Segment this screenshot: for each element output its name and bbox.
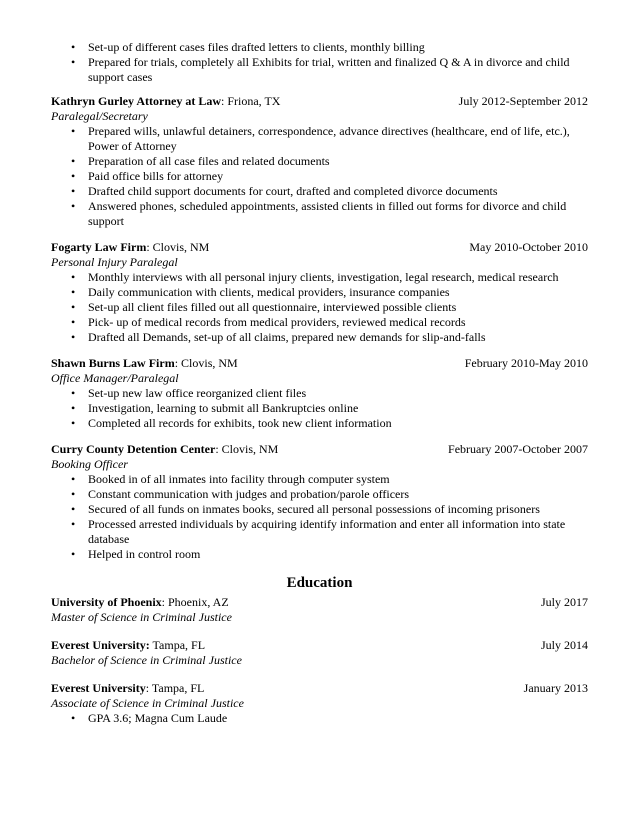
school-location: : Tampa, FL — [145, 681, 205, 695]
list-item: • Processed arrested individuals by acquiring identify information and enter all information into state database — [51, 517, 588, 547]
job-bullets — [51, 386, 588, 431]
list-item: • Preparation of all case files and related documents — [51, 154, 588, 169]
employer-name: Shawn Burns Law Firm — [51, 356, 175, 370]
employer-name: Fogarty Law Firm — [51, 240, 147, 254]
education-date: July 2017 — [540, 595, 588, 609]
education-entry — [51, 638, 588, 668]
list-item: • Pick- up of medical records from medical providers, reviewed medical records — [51, 315, 588, 330]
list-item: • Set-up all client files filled out all questionnaire, interviewed possible clients — [51, 300, 588, 315]
list-item: • Monthly interviews with all personal injury clients, investigation, legal research, medical research — [51, 270, 588, 285]
employer-name: Kathryn Gurley Attorney at Law — [51, 94, 221, 108]
education-entry — [51, 595, 588, 625]
list-item: • Constant communication with judges and probation/parole officers — [51, 487, 588, 502]
education-entry — [51, 681, 588, 726]
list-item: • Answered phones, scheduled appointments, assisted clients in filled out forms for divorce and child support — [51, 199, 588, 229]
job-dates: February 2007-October 2007 — [448, 442, 588, 456]
school-name: Everest University: — [51, 638, 150, 652]
school-name: Everest University — [51, 681, 146, 695]
degree: Master of Science in Criminal Justice — [51, 610, 232, 624]
employer-name: Curry County Detention Center — [51, 442, 216, 456]
list-item: • Drafted child support documents for court, drafted and completed divorce documents — [51, 184, 588, 199]
job-entry — [51, 442, 588, 562]
experience-section — [51, 94, 588, 562]
school-location: Tampa, FL — [149, 638, 206, 652]
degree: Bachelor of Science in Criminal Justice — [51, 653, 242, 667]
list-item: • Prepared for trials, completely all Exhibits for trial, written and finalized Q & A in divorce and child support cases — [51, 55, 588, 85]
list-item: • Drafted all Demands, set-up of all claims, prepared new demands for slip-and-falls — [51, 330, 588, 345]
list-item: • Prepared wills, unlawful detainers, correspondence, advance directives (healthcare, end of life, etc.), Power of Attorney — [51, 124, 588, 154]
job-entry — [51, 356, 588, 431]
education-bullets — [51, 711, 588, 726]
employer-location: : Clovis, NM — [146, 240, 210, 254]
job-entry — [51, 94, 588, 229]
resume-page — [51, 40, 588, 726]
list-item: • Booked in of all inmates into facility through computer system — [51, 472, 588, 487]
job-dates: July 2012-September 2012 — [458, 94, 588, 108]
list-item: • Helped in control room — [51, 547, 588, 562]
list-item: • Daily communication with clients, medical providers, insurance companies — [51, 285, 588, 300]
list-item: • Investigation, learning to submit all Bankruptcies online — [51, 401, 588, 416]
job-dates: May 2010-October 2010 — [469, 240, 588, 254]
list-item: • Paid office bills for attorney — [51, 169, 588, 184]
education-section — [51, 595, 588, 726]
school-name: University of Phoenix — [51, 595, 162, 609]
education-date: January 2013 — [523, 681, 588, 695]
employer-location: : Clovis, NM — [215, 442, 279, 456]
list-item: • Set-up of different cases files drafted letters to clients, monthly billing — [51, 40, 588, 55]
degree: Associate of Science in Criminal Justice — [51, 696, 244, 710]
job-dates: February 2010-May 2010 — [464, 356, 588, 370]
list-item: • Completed all records for exhibits, took new client information — [51, 416, 588, 431]
job-bullets — [51, 124, 588, 229]
list-item: • Set-up new law office reorganized client files — [51, 386, 588, 401]
job-title: Office Manager/Paralegal — [51, 371, 179, 385]
list-item: • GPA 3.6; Magna Cum Laude — [51, 711, 588, 726]
list-item: • Secured of all funds on inmates books, secured all personal possessions of incoming prisoners — [51, 502, 588, 517]
education-date: July 2014 — [540, 638, 588, 652]
job-title: Paralegal/Secretary — [51, 109, 148, 123]
employer-location: : Clovis, NM — [174, 356, 238, 370]
previous-job-bullets — [51, 40, 588, 85]
job-title: Booking Officer — [51, 457, 128, 471]
job-bullets — [51, 472, 588, 562]
employer-location: : Friona, TX — [221, 94, 281, 108]
job-title: Personal Injury Paralegal — [51, 255, 178, 269]
job-bullets — [51, 270, 588, 345]
education-heading: Education — [286, 575, 353, 591]
job-entry — [51, 240, 588, 345]
school-location: : Phoenix, AZ — [161, 595, 229, 609]
